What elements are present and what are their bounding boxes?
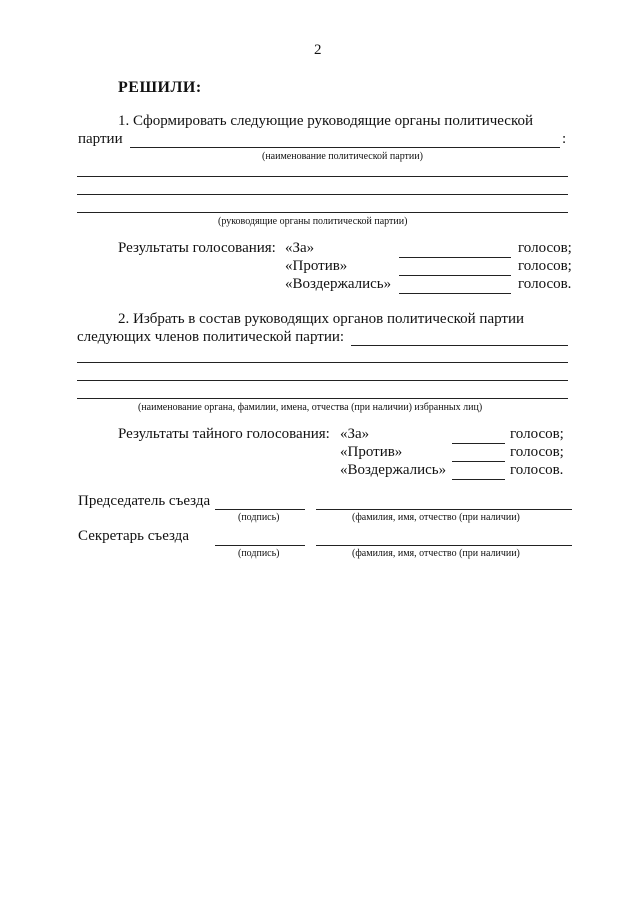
- vote1-against-field[interactable]: [399, 275, 511, 276]
- secretary-name-field[interactable]: [316, 545, 572, 546]
- governing-bodies-caption: (руководящие органы политической партии): [218, 216, 408, 227]
- governing-bodies-field-2[interactable]: [77, 194, 568, 195]
- vote2-abstained-unit: голосов.: [510, 462, 564, 478]
- elected-members-field-4[interactable]: [77, 398, 568, 399]
- colon: :: [562, 131, 567, 147]
- secretary-name-caption: (фамилия, имя, отчество (при наличии): [352, 548, 520, 559]
- governing-bodies-field-1[interactable]: [77, 176, 568, 177]
- vote2-label: Результаты тайного голосования:: [118, 426, 330, 442]
- vote2-abstained-field[interactable]: [452, 479, 505, 480]
- vote1-for-unit: голосов;: [518, 240, 572, 256]
- vote2-for-field[interactable]: [452, 443, 505, 444]
- governing-bodies-field-3[interactable]: [77, 212, 568, 213]
- secretary-label: Секретарь съезда: [78, 528, 189, 544]
- decision-heading: РЕШИЛИ:: [118, 79, 202, 96]
- chairman-name-caption: (фамилия, имя, отчество (при наличии): [352, 512, 520, 523]
- item2-text-line2: следующих членов политической партии:: [77, 329, 345, 345]
- elected-members-field-3[interactable]: [77, 380, 568, 381]
- elected-members-caption: (наименование органа, фамилии, имена, отчества (при наличии) избранных лиц): [138, 402, 483, 413]
- vote1-for-option: «За»: [285, 240, 315, 256]
- vote2-against-field[interactable]: [452, 461, 505, 462]
- secretary-signature-field[interactable]: [215, 545, 305, 546]
- vote1-against-option: «Против»: [285, 258, 348, 274]
- elected-members-field-2[interactable]: [77, 362, 568, 363]
- vote2-for-option: «За»: [340, 426, 370, 442]
- page-number: 2: [314, 42, 322, 58]
- vote2-against-option: «Против»: [340, 444, 403, 460]
- chairman-signature-field[interactable]: [215, 509, 305, 510]
- vote1-for-field[interactable]: [399, 257, 511, 258]
- item1-text: 1. Сформировать следующие руководящие органы политической: [118, 113, 534, 129]
- vote1-abstained-option: «Воздержались»: [285, 276, 392, 292]
- vote1-against-unit: голосов;: [518, 258, 572, 274]
- vote1-abstained-unit: голосов.: [518, 276, 572, 292]
- chairman-signature-caption: (подпись): [238, 512, 280, 523]
- vote2-for-unit: голосов;: [510, 426, 564, 442]
- party-name-caption: (наименование политической партии): [262, 151, 423, 162]
- chairman-label: Председатель съезда: [78, 493, 211, 509]
- vote1-abstained-field[interactable]: [399, 293, 511, 294]
- vote1-label: Результаты голосования:: [118, 240, 276, 256]
- chairman-name-field[interactable]: [316, 509, 572, 510]
- party-name-field[interactable]: [130, 147, 560, 148]
- party-label: партии: [78, 131, 123, 147]
- elected-members-field-1[interactable]: [351, 345, 568, 346]
- vote2-against-unit: голосов;: [510, 444, 564, 460]
- secretary-signature-caption: (подпись): [238, 548, 280, 559]
- vote2-abstained-option: «Воздержались»: [340, 462, 447, 478]
- item2-text-line1: 2. Избрать в состав руководящих органов политической партии: [118, 311, 525, 327]
